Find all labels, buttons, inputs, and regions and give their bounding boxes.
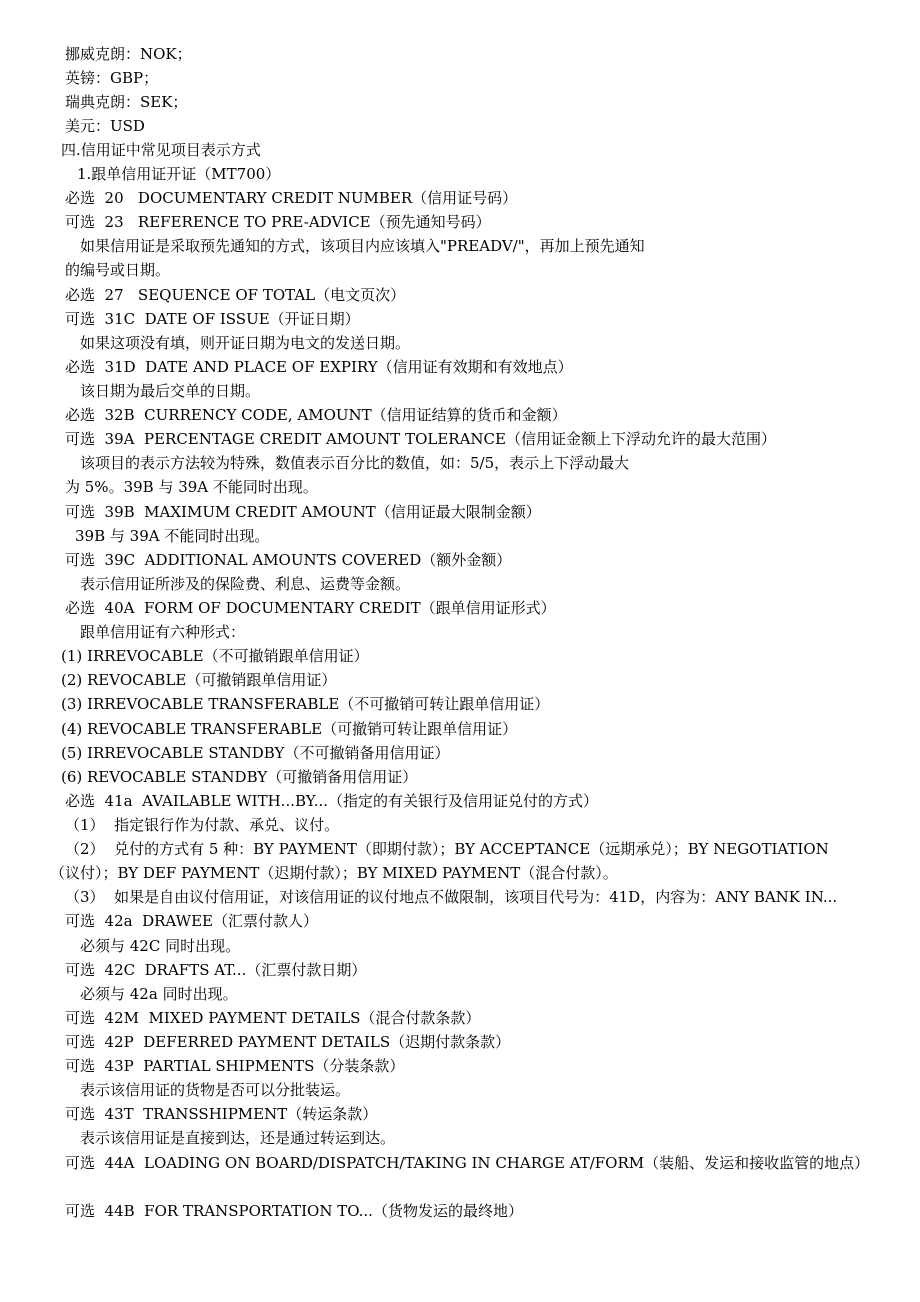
field-line: 必选 40A FORM OF DOCUMENTARY CREDIT（跟单信用证形式） <box>65 599 556 617</box>
text-line: 表示该信用证是直接到达，还是通过转运到达。 <box>80 1129 396 1147</box>
field-line: 可选 42a DRAWEE（汇票付款人） <box>65 912 318 930</box>
field-line: 可选 42P DEFERRED PAYMENT DETAILS（迟期付款条款） <box>65 1033 511 1051</box>
text-line: （议付）；BY DEF PAYMENT（迟期付款）；BY MIXED PAYMENT（混合付款）。 <box>50 864 618 882</box>
text-line: 该项目的表示方法较为特殊，数值表示百分比的数值，如：5/5，表示上下浮动最大 <box>80 454 630 472</box>
list-item: （2） 兑付的方式有 5 种：BY PAYMENT（即期付款）；BY ACCEPTANCE（远期承兑）；BY NEGOTIATION <box>65 840 829 858</box>
text-line: 如果信用证是采取预先通知的方式，该项目内应该填入"PREADV/"，再加上预先通知 <box>80 237 645 255</box>
list-item: (3) IRREVOCABLE TRANSFERABLE（不可撤销可转让跟单信用证） <box>61 695 550 713</box>
text-line: 美元：USD <box>65 117 145 135</box>
list-item: （3） 如果是自由议付信用证，对该信用证的议付地点不做限制，该项目代号为：41D，内容为：ANY BANK IN... <box>65 888 838 906</box>
text-line: 瑞典克朗：SEK； <box>65 93 188 111</box>
field-line: 可选 42M MIXED PAYMENT DETAILS（混合付款条款） <box>65 1009 481 1027</box>
text-line: 该日期为最后交单的日期。 <box>80 382 261 400</box>
field-line: 可选 42C DRAFTS AT...（汇票付款日期） <box>65 961 367 979</box>
text-line: 必须与 42C 同时出现。 <box>80 937 241 955</box>
field-line: 可选 31C DATE OF ISSUE（开证日期） <box>65 310 360 328</box>
text-line: 为 5%。39B 与 39A 不能同时出现。 <box>65 478 318 496</box>
field-line: 必选 31D DATE AND PLACE OF EXPIRY（信用证有效期和有效地点） <box>65 358 573 376</box>
list-item: (5) IRREVOCABLE STANDBY（不可撤销备用信用证） <box>61 744 450 762</box>
text-line: 表示该信用证的货物是否可以分批装运。 <box>80 1081 351 1099</box>
text-line: 如果这项没有填，则开证日期为电文的发送日期。 <box>80 334 411 352</box>
list-item: (6) REVOCABLE STANDBY（可撤销备用信用证） <box>61 768 418 786</box>
section-heading: 四.信用证中常见项目表示方式 <box>61 141 261 159</box>
field-line: 必选 20 DOCUMENTARY CREDIT NUMBER（信用证号码） <box>65 189 518 207</box>
text-line: 表示信用证所涉及的保险费、利息、运费等金额。 <box>80 575 411 593</box>
field-line: 可选 39A PERCENTAGE CREDIT AMOUNT TOLERANCE（信用证金额上下浮动允许的最大范围） <box>65 430 776 448</box>
field-line: 可选 43P PARTIAL SHIPMENTS（分装条款） <box>65 1057 405 1075</box>
text-line: 的编号或日期。 <box>65 261 171 279</box>
text-line: 英镑：GBP； <box>65 69 159 87</box>
field-line: 可选 44A LOADING ON BOARD/DISPATCH/TAKING IN CHARGE AT/FORM（装船、发运和接收监管的地点） <box>65 1154 870 1172</box>
list-item: (2) REVOCABLE（可撤销跟单信用证） <box>61 671 337 689</box>
list-item: (4) REVOCABLE TRANSFERABLE（可撤销可转让跟单信用证） <box>61 720 518 738</box>
list-item: （1） 指定银行作为付款、承兑、议付。 <box>65 816 340 834</box>
field-line: 可选 43T TRANSSHIPMENT（转运条款） <box>65 1105 378 1123</box>
field-line: 可选 23 REFERENCE TO PRE-ADVICE（预先通知号码） <box>65 213 491 231</box>
field-line: 可选 39B MAXIMUM CREDIT AMOUNT（信用证最大限制金额） <box>65 503 541 521</box>
field-line: 可选 44B FOR TRANSPORTATION TO...（货物发运的最终地） <box>65 1202 523 1220</box>
text-line: 跟单信用证有六种形式： <box>80 623 246 641</box>
list-item: (1) IRREVOCABLE（不可撤销跟单信用证） <box>61 647 369 665</box>
field-line: 可选 39C ADDITIONAL AMOUNTS COVERED（额外金额） <box>65 551 512 569</box>
text-line: 必须与 42a 同时出现。 <box>80 985 238 1003</box>
text-line: 挪威克朗：NOK； <box>65 45 192 63</box>
subsection-heading: 1.跟单信用证开证（MT700） <box>77 165 281 183</box>
field-line: 必选 41a AVAILABLE WITH...BY...（指定的有关银行及信用证兑付的方式） <box>65 792 599 810</box>
text-line: 39B 与 39A 不能同时出现。 <box>75 527 270 545</box>
field-line: 必选 32B CURRENCY CODE, AMOUNT（信用证结算的货币和金额） <box>65 406 567 424</box>
field-line: 必选 27 SEQUENCE OF TOTAL（电文页次） <box>65 286 406 304</box>
